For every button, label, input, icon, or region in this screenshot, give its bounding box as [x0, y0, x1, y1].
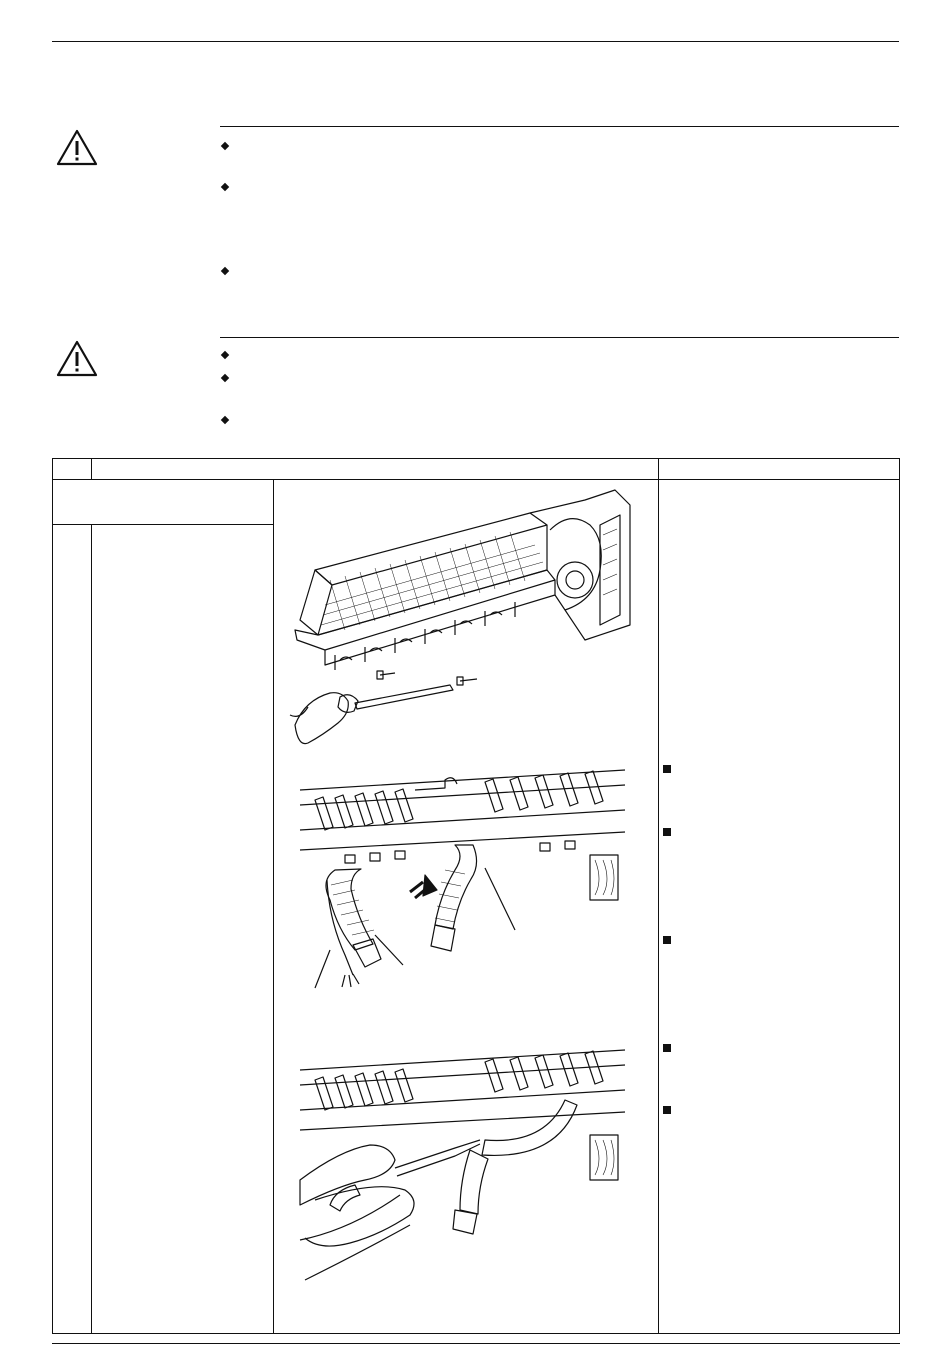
bullet-diamond — [221, 374, 229, 382]
figure-indoor-unit-screw-removal — [285, 485, 645, 745]
warning-triangle-icon — [55, 339, 99, 379]
bullet-diamond — [221, 351, 229, 359]
caution-1-top-rule — [220, 126, 899, 127]
page-bottom-rule — [52, 1343, 900, 1344]
note-marker — [663, 936, 671, 944]
figure-pliers-hose-removal — [295, 1040, 635, 1285]
note-marker — [663, 828, 671, 836]
note-marker — [663, 1106, 671, 1114]
warning-triangle-icon — [55, 128, 99, 168]
note-marker — [663, 1044, 671, 1052]
bullet-diamond — [221, 183, 229, 191]
bullet-diamond — [221, 142, 229, 150]
caution-2-top-rule — [220, 337, 899, 338]
bullet-diamond — [221, 416, 229, 424]
note-marker — [663, 765, 671, 773]
page-top-rule — [52, 41, 899, 42]
figure-drain-hose-disconnect — [295, 760, 635, 995]
bullet-diamond — [221, 267, 229, 275]
